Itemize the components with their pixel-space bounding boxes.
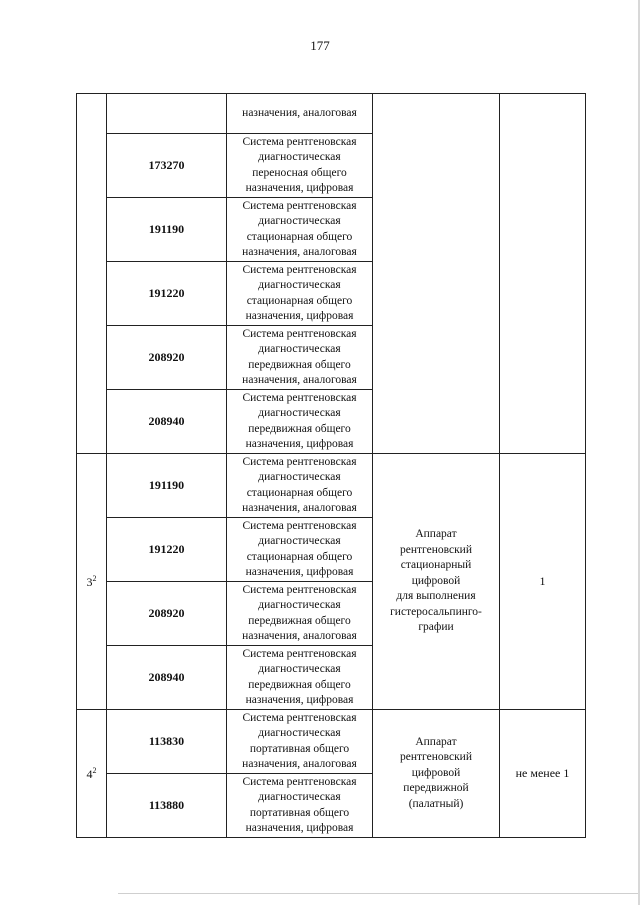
quantity-cell [500,94,586,454]
code-cell: 191220 [107,262,227,326]
code-cell: 191220 [107,518,227,582]
table-row [77,710,586,774]
description-cell: Система рентгеновская диагностическая передвижная общего назначения, цифровая [227,646,373,710]
code-cell: 208920 [107,326,227,390]
group-number-cell [77,94,107,454]
quantity-cell: не менее 1 [500,710,586,838]
group-number-cell: $3^2$ [77,454,107,710]
quantity-cell: 1 [500,454,586,710]
table-row [77,454,586,518]
device-cell: Аппарат рентгеновский цифровой передвижной (палатный) [373,710,500,838]
code-cell: 208920 [107,582,227,646]
description-cell: назначения, аналоговая [227,94,373,134]
description-cell: Система рентгеновская диагностическая передвижная общего назначения, аналоговая [227,326,373,390]
code-cell: 113880 [107,774,227,838]
description-cell: Система рентгеновская диагностическая стационарная общего назначения, цифровая [227,518,373,582]
description-cell: Система рентгеновская диагностическая стационарная общего назначения, аналоговая [227,198,373,262]
equipment-table [76,93,586,838]
description-cell: Система рентгеновская диагностическая передвижная общего назначения, аналоговая [227,582,373,646]
device-cell: Аппарат рентгеновский стационарный цифровой для выполнения гистеросальпинго- графии [373,454,500,710]
description-cell: Система рентгеновская диагностическая портативная общего назначения, аналоговая [227,710,373,774]
code-cell: 113830 [107,710,227,774]
description-cell: Система рентгеновская диагностическая портативная общего назначения, цифровая [227,774,373,838]
scan-artifact-line [118,893,638,894]
code-cell: 208940 [107,390,227,454]
device-cell [373,94,500,454]
group-number-cell: $4^2$ [77,710,107,838]
code-cell: 191190 [107,454,227,518]
description-cell: Система рентгеновская диагностическая переносная общего назначения, цифровая [227,134,373,198]
description-cell: Система рентгеновская диагностическая стационарная общего назначения, цифровая [227,262,373,326]
code-cell [107,94,227,134]
table-row [77,94,586,134]
code-cell: 173270 [107,134,227,198]
code-cell: 208940 [107,646,227,710]
page-number: 177 [310,38,330,53]
description-cell: Система рентгеновская диагностическая стационарная общего назначения, аналоговая [227,454,373,518]
description-cell: Система рентгеновская диагностическая передвижная общего назначения, цифровая [227,390,373,454]
code-cell: 191190 [107,198,227,262]
